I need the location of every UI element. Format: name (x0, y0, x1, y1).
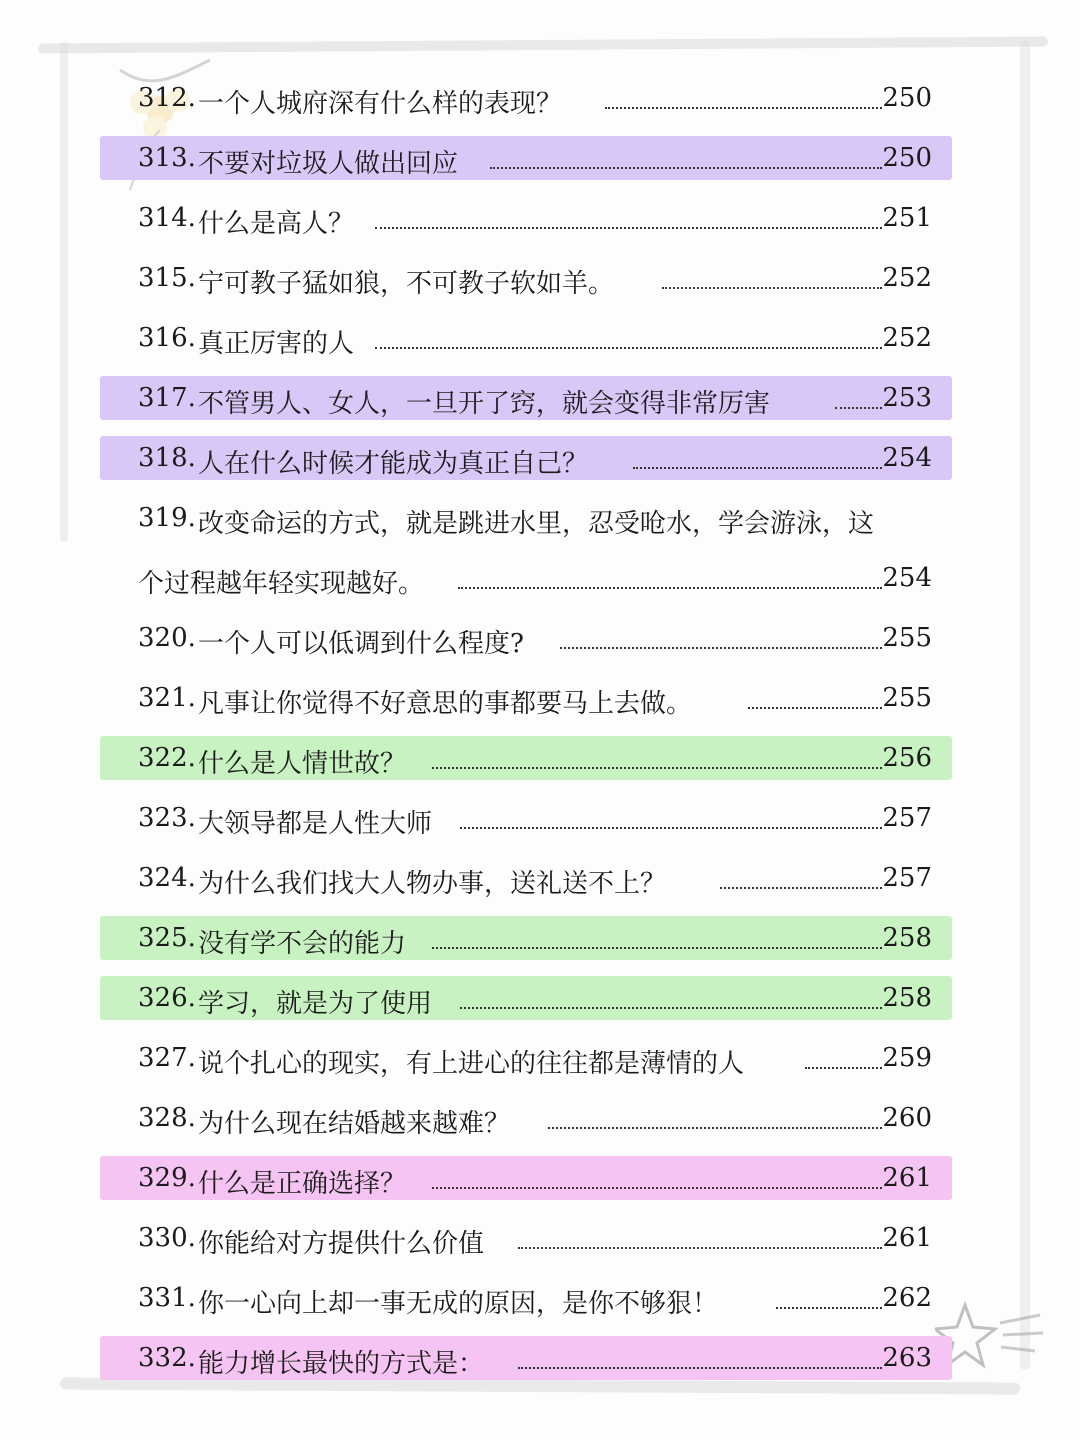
entry-title: 没有学不会的能力 (198, 929, 407, 959)
entry-number: 316. (138, 323, 196, 353)
dot-leader (720, 885, 882, 889)
toc-entry-313[interactable] (100, 136, 952, 180)
entry-number: 331. (138, 1283, 196, 1313)
brush-stroke-bottom (60, 1377, 1020, 1394)
dot-leader (375, 345, 882, 349)
toc-entry-321[interactable] (100, 676, 952, 720)
entry-page-number: 254 (882, 563, 932, 593)
entry-page-number: 251 (882, 203, 932, 233)
toc-entry-318[interactable] (100, 436, 952, 480)
entry-title: 宁可教子猛如狼，不可教子软如羊。 (198, 269, 615, 299)
entry-page-number: 254 (882, 443, 932, 473)
toc-entry-331[interactable] (100, 1276, 952, 1320)
toc-entry-322[interactable] (100, 736, 952, 780)
dot-leader (432, 765, 882, 769)
brush-stroke-right (1020, 40, 1030, 1370)
entry-page-number: 252 (882, 323, 932, 353)
entry-number: 315. (138, 263, 196, 293)
entry-page-number: 260 (882, 1103, 932, 1133)
entry-title: 改变命运的方式，就是跳进水里，忍受呛水，学会游泳，这 (198, 509, 875, 539)
entry-title: 能力增长最快的方式是： (198, 1349, 485, 1379)
brush-stroke-left (60, 42, 68, 542)
dot-leader (748, 705, 882, 709)
toc-entry-320[interactable] (100, 616, 952, 660)
entry-number: 314. (138, 203, 196, 233)
entry-number: 328. (138, 1103, 196, 1133)
toc-entry-332[interactable] (100, 1336, 952, 1380)
toc-entry-328[interactable] (100, 1096, 952, 1140)
entry-number: 321. (138, 683, 196, 713)
entry-number: 322. (138, 743, 196, 773)
entry-title: 为什么我们找大人物办事，送礼送不上？ (198, 869, 667, 899)
entry-number: 329. (138, 1163, 196, 1193)
entry-page-number: 255 (882, 623, 932, 653)
entry-title: 不管男人、女人，一旦开了窍，就会变得非常厉害 (198, 389, 771, 419)
dot-leader (518, 1365, 882, 1369)
toc-entry-325[interactable] (100, 916, 952, 960)
dot-leader (805, 1065, 882, 1069)
dot-leader (432, 1185, 882, 1189)
entry-page-number: 257 (882, 803, 932, 833)
toc-entry-314[interactable] (100, 196, 952, 240)
entry-page-number: 256 (882, 743, 932, 773)
entry-title: 为什么现在结婚越来越难？ (198, 1109, 511, 1139)
entry-page-number: 250 (882, 143, 932, 173)
dot-leader (776, 1305, 882, 1309)
toc-entry-319[interactable] (100, 496, 952, 540)
entry-number: 317. (138, 383, 196, 413)
entry-number: 323. (138, 803, 196, 833)
entry-number: 330. (138, 1223, 196, 1253)
entry-title: 一个人可以低调到什么程度? (198, 629, 524, 659)
entry-page-number: 258 (882, 923, 932, 953)
toc-entry-327[interactable] (100, 1036, 952, 1080)
dot-leader (460, 825, 882, 829)
entry-title: 学习，就是为了使用 (198, 989, 433, 1019)
entry-title: 什么是高人？ (198, 209, 355, 239)
entry-page-number: 258 (882, 983, 932, 1013)
entry-title: 什么是人情世故？ (198, 749, 407, 779)
entry-title: 不要对垃圾人做出回应 (198, 149, 459, 179)
entry-title: 你一心向上却一事无成的原因，是你不够狠！ (198, 1289, 719, 1319)
dot-leader (633, 465, 882, 469)
entry-number: 320. (138, 623, 196, 653)
dot-leader (560, 645, 882, 649)
entry-number: 332. (138, 1343, 196, 1373)
entry-page-number: 261 (882, 1223, 932, 1253)
entry-title: 凡事让你觉得不好意思的事都要马上去做。 (198, 689, 693, 719)
entry-title: 真正厉害的人 (198, 329, 355, 359)
entry-number: 313. (138, 143, 196, 173)
entry-number: 327. (138, 1043, 196, 1073)
entry-page-number: 250 (882, 83, 932, 113)
entry-number: 324. (138, 863, 196, 893)
toc-entry-329[interactable] (100, 1156, 952, 1200)
entry-title: 大领导都是人性大师 (198, 809, 433, 839)
toc-entry-323[interactable] (100, 796, 952, 840)
entry-page-number: 255 (882, 683, 932, 713)
entry-page-number: 263 (882, 1343, 932, 1373)
toc-entry-326[interactable] (100, 976, 952, 1020)
dot-leader (835, 405, 882, 409)
entry-title: 什么是正确选择？ (198, 1169, 407, 1199)
toc-entry-312[interactable] (100, 76, 952, 120)
dot-leader (458, 585, 882, 589)
toc-entry-317[interactable] (100, 376, 952, 420)
entry-page-number: 257 (882, 863, 932, 893)
toc-entry-316[interactable] (100, 316, 952, 360)
toc-entry-315[interactable] (100, 256, 952, 300)
entry-page-number: 253 (882, 383, 932, 413)
entry-title: 一个人城府深有什么样的表现？ (198, 89, 563, 119)
dot-leader (375, 225, 882, 229)
entry-title: 人在什么时候才能成为真正自己？ (198, 449, 589, 479)
dot-leader (432, 945, 882, 949)
dot-leader (490, 165, 882, 169)
dot-leader (662, 285, 882, 289)
entry-page-number: 259 (882, 1043, 932, 1073)
entry-page-number: 261 (882, 1163, 932, 1193)
entry-page-number: 252 (882, 263, 932, 293)
toc-entry-324[interactable] (100, 856, 952, 900)
dot-leader (460, 1005, 882, 1009)
entry-number: 318. (138, 443, 196, 473)
entry-title-continued: 个过程越年轻实现越好。 (138, 569, 425, 599)
entry-number: 312. (138, 83, 196, 113)
toc-entry-330[interactable] (100, 1216, 952, 1260)
dot-leader (548, 1125, 882, 1129)
dot-leader (518, 1245, 882, 1249)
toc-entry-319-continued[interactable] (100, 556, 952, 600)
entry-number: 325. (138, 923, 196, 953)
entry-number: 326. (138, 983, 196, 1013)
entry-number: 319. (138, 503, 196, 533)
entry-page-number: 262 (882, 1283, 932, 1313)
entry-title: 你能给对方提供什么价值 (198, 1229, 485, 1259)
dot-leader (605, 105, 882, 109)
entry-title: 说个扎心的现实，有上进心的往往都是薄情的人 (198, 1049, 745, 1079)
